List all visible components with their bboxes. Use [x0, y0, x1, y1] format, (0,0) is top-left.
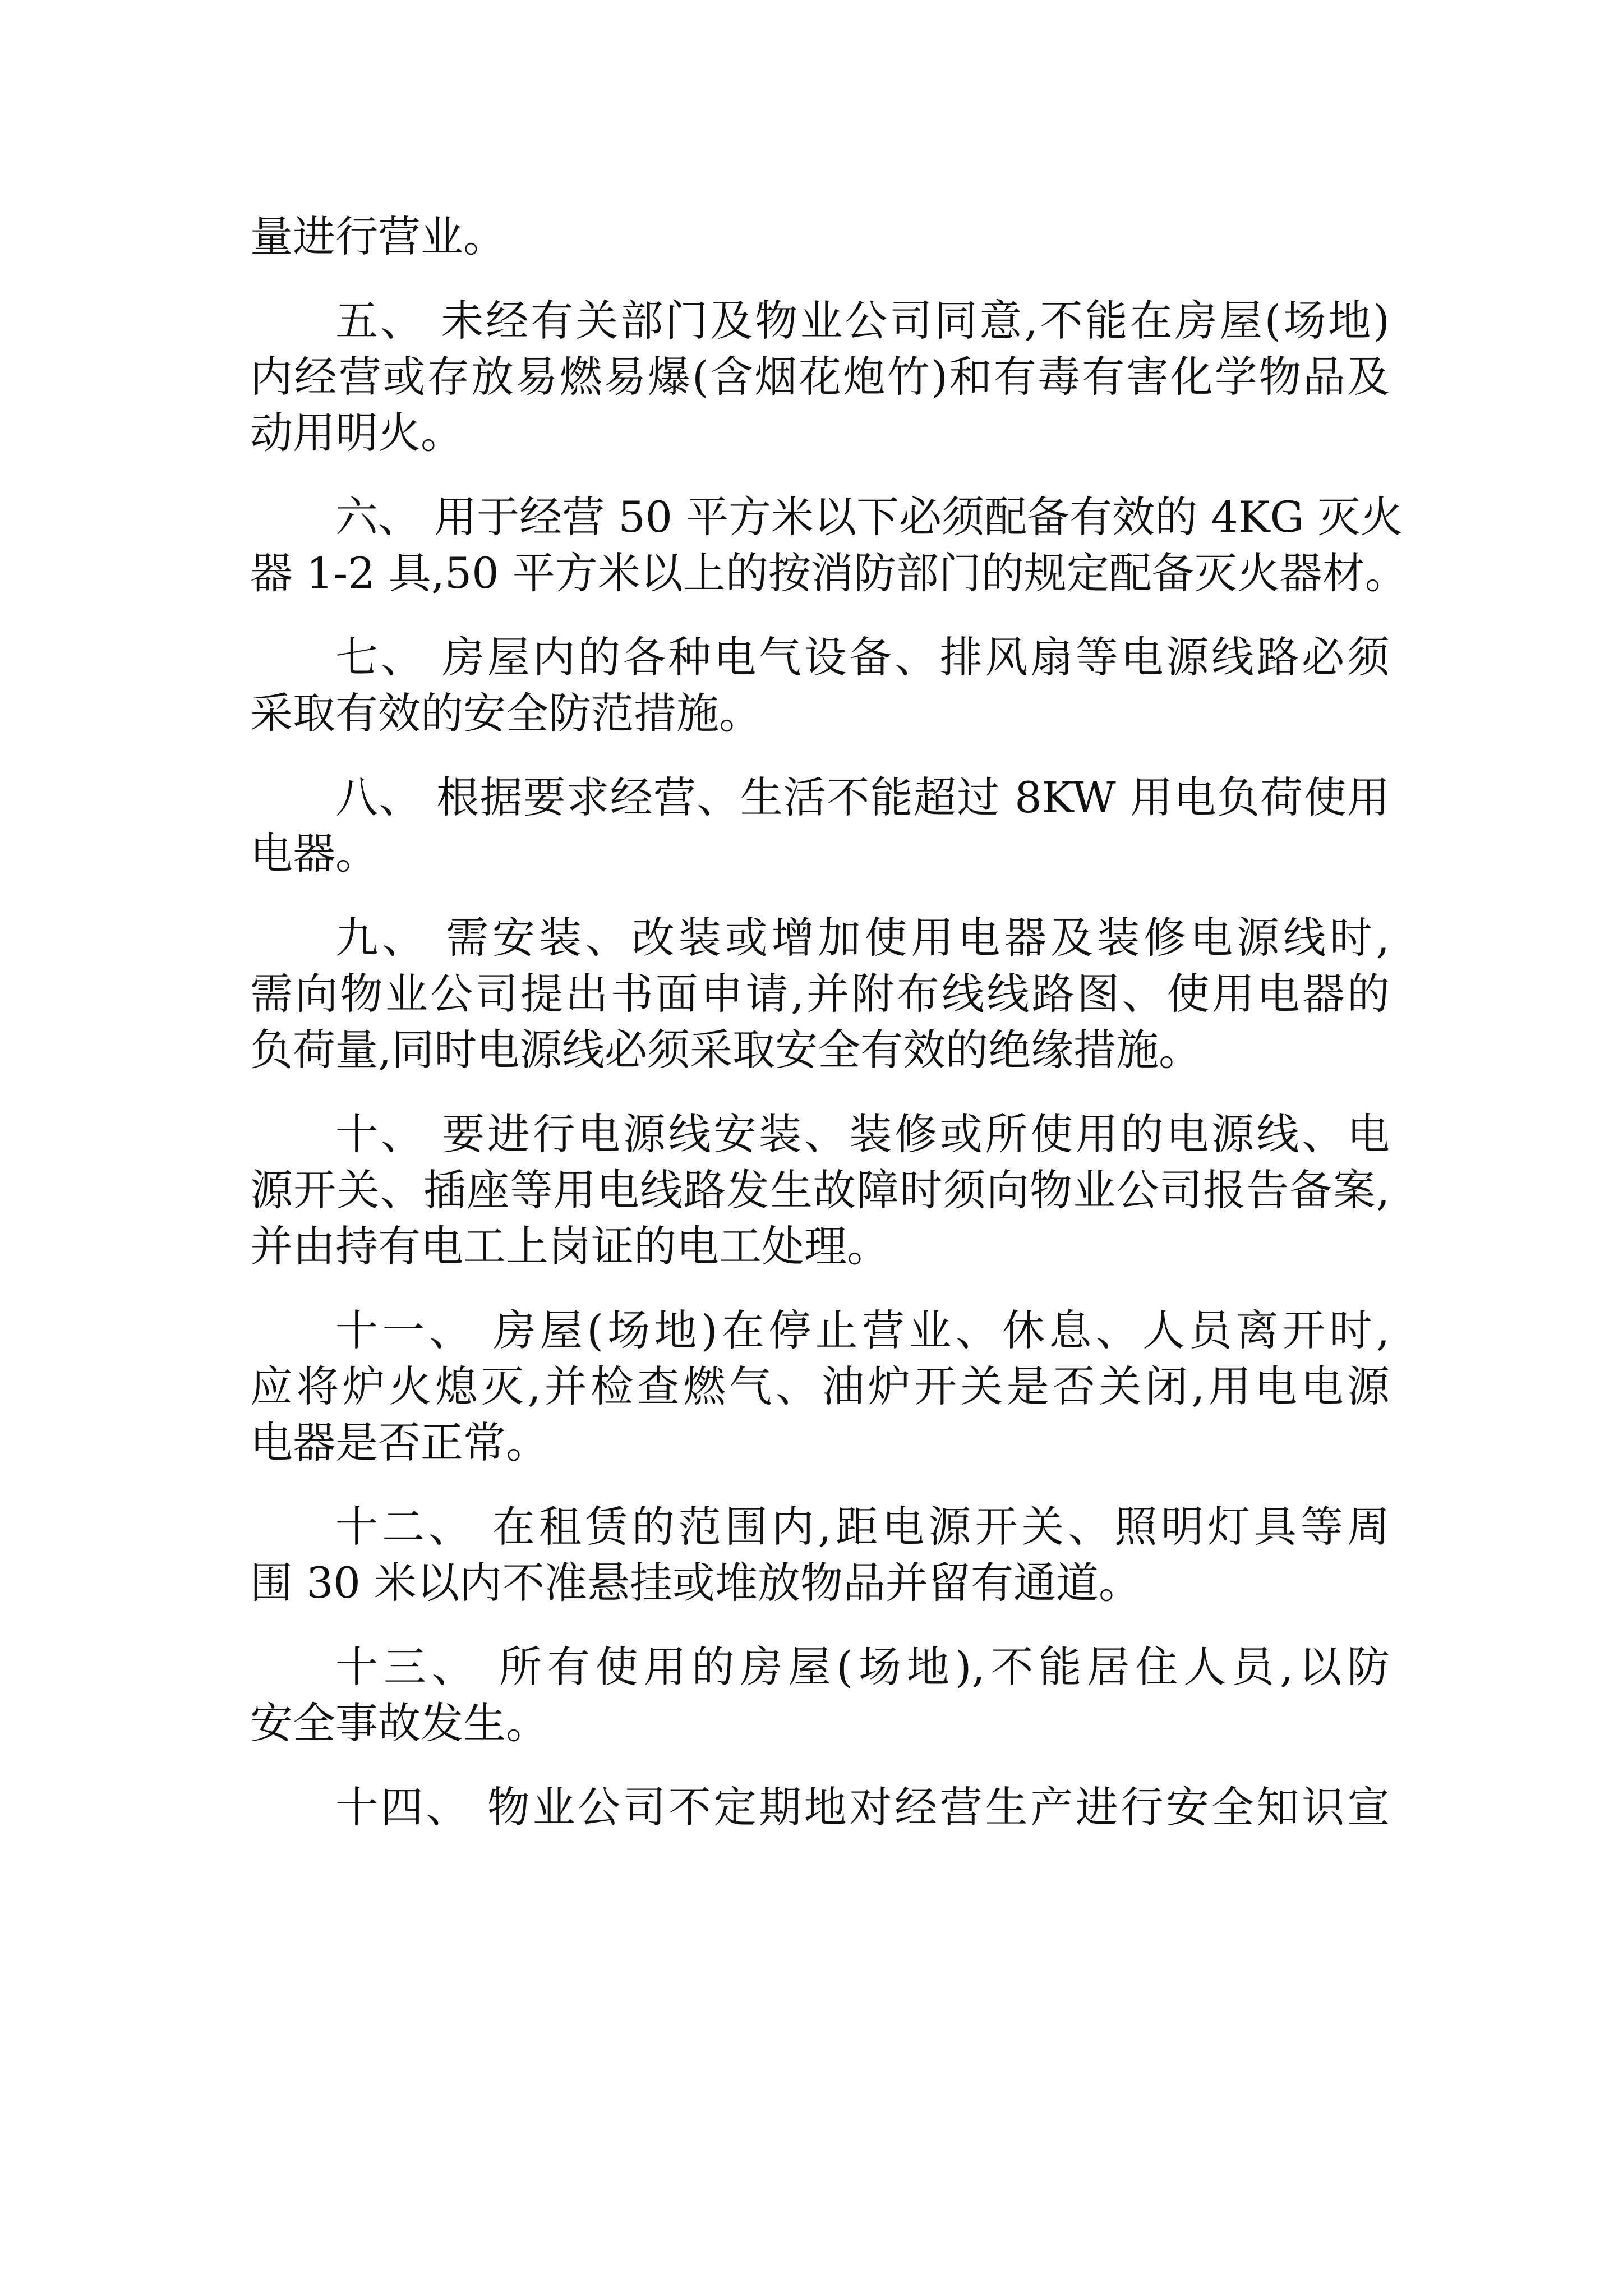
- text-line: 十、 要进行电源线安装、装修或所使用的电源线、电: [335, 1109, 1390, 1159]
- paragraph-item-8: [250, 770, 1390, 882]
- text-line: 十四、 物业公司不定期地对经营生产进行安全知识宣: [335, 1782, 1390, 1832]
- text-line: 围 30 米以内不准悬挂或堆放物品并留有通道。: [250, 1558, 1142, 1608]
- paragraph-item-5: [250, 293, 1390, 461]
- paragraph-continuation: [250, 209, 1390, 265]
- text-line: 采取有效的安全防范措施。: [250, 688, 762, 738]
- text-line: 应将炉火熄灭,并检查燃气、油炉开关是否关闭,用电电源: [250, 1361, 1390, 1411]
- text-line: 十三、 所有使用的房屋(场地),不能居住人员,以防: [335, 1642, 1390, 1692]
- paragraph-item-13: [250, 1639, 1390, 1751]
- paragraph-item-10: [250, 1106, 1390, 1274]
- text-line: 七、 房屋内的各种电气设备、排风扇等电源线路必须: [335, 632, 1390, 682]
- paragraph-item-7: [250, 629, 1390, 742]
- text-line: 需向物业公司提出书面申请,并附布线线路图、使用电器的: [250, 969, 1390, 1019]
- text-line: 八、 根据要求经营、生活不能超过 8KW 用电负荷使用: [335, 772, 1390, 822]
- paragraph-item-9: [250, 910, 1390, 1078]
- text-line: 五、 未经有关部门及物业公司同意,不能在房屋(场地): [335, 296, 1390, 346]
- text-line: 十二、 在租赁的范围内,距电源开关、照明灯具等周: [335, 1502, 1390, 1552]
- text-line: 十一、 房屋(场地)在停止营业、休息、人员离开时,: [335, 1305, 1390, 1355]
- text-line: 源开关、插座等用电线路发生故障时须向物业公司报告备案,: [250, 1165, 1390, 1215]
- text-line: 器 1-2 具,50 平方米以上的按消防部门的规定配备灭火器材。: [250, 548, 1408, 598]
- text-line: 动用明火。: [250, 408, 463, 458]
- text-line: 电器。: [250, 829, 378, 878]
- text-line: 六、 用于经营 50 平方米以下必须配备有效的 4KG 灭火: [335, 492, 1403, 542]
- paragraph-item-14: [250, 1779, 1390, 1835]
- text-line: 并由持有电工上岗证的电工处理。: [250, 1221, 889, 1271]
- text-line: 电器是否正常。: [250, 1418, 548, 1467]
- paragraph-item-12: [250, 1499, 1390, 1611]
- text-line: 内经营或存放易燃易爆(含烟花炮竹)和有毒有害化学物品及: [250, 352, 1390, 402]
- text-line: 九、 需安装、改装或增加使用电器及装修电源线时,: [335, 913, 1390, 963]
- paragraph-item-6: [250, 489, 1408, 601]
- text-line: 量进行营业。: [250, 211, 506, 261]
- document-page: [250, 209, 1408, 1835]
- text-line: 安全事故发生。: [250, 1698, 548, 1748]
- paragraph-item-11: [250, 1303, 1390, 1471]
- text-line: 负荷量,同时电源线必须采取安全有效的绝缘措施。: [250, 1025, 1202, 1075]
